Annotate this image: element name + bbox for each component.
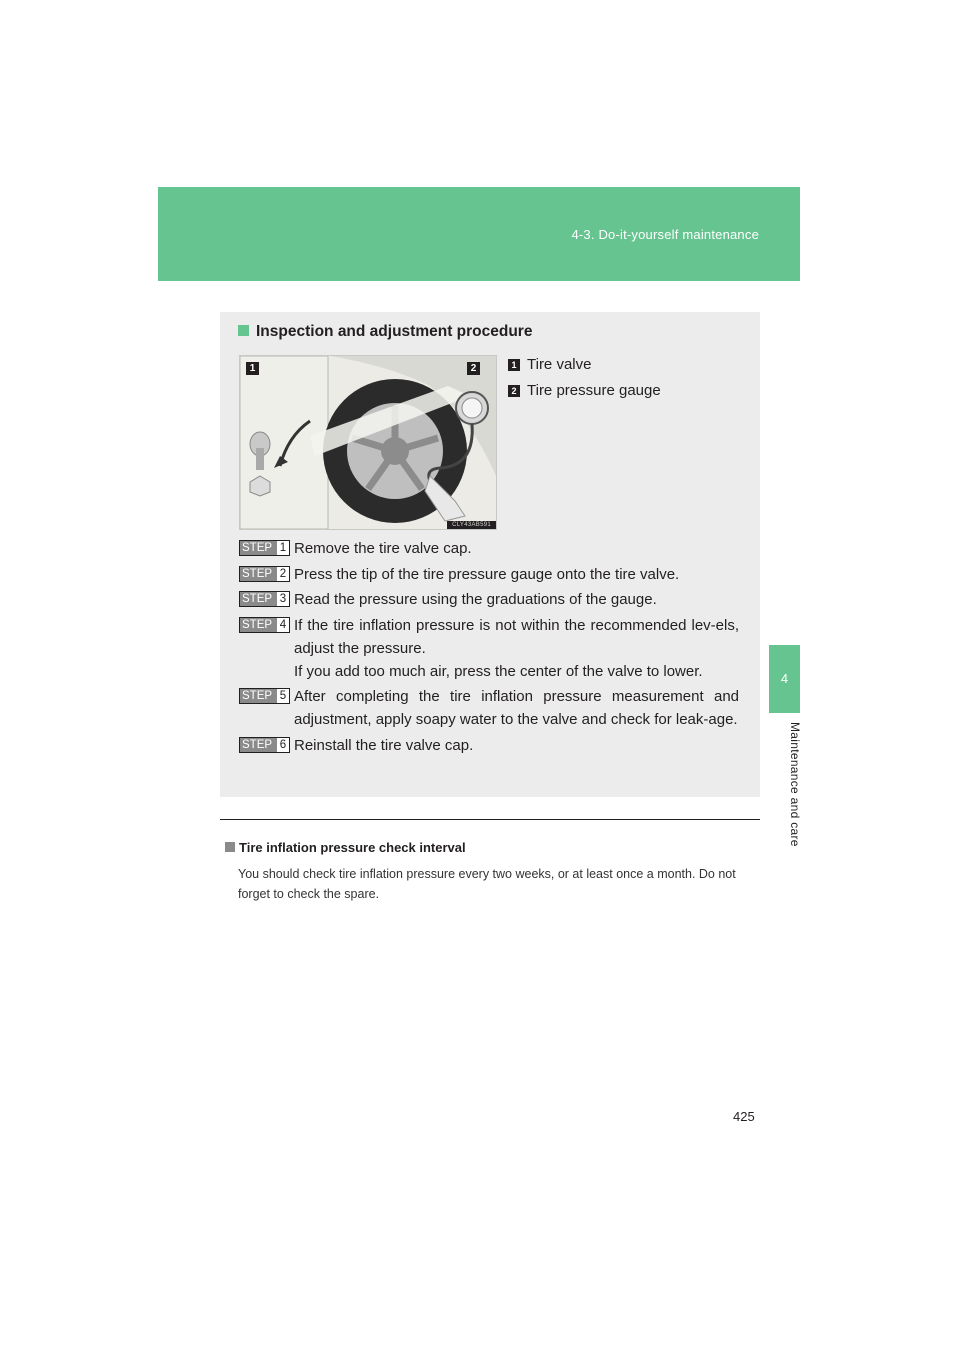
section-title: 4-3. Do-it-yourself maintenance [571,227,759,242]
step-text: After completing the tire inflation pressure measurement and adjustment, apply soapy water to the valve and check for leak-age. [294,688,739,729]
figure-code: CLY43AB591 [447,521,496,529]
step-item [239,563,739,586]
procedure-heading: Inspection and adjustment procedure [238,323,532,341]
tire-gauge-illustration [239,355,497,530]
step-badge: STEP 3 [239,591,290,607]
callout-number: 2 [508,385,520,397]
callout-item [508,378,661,404]
step-text: Remove the tire valve cap. [294,540,472,557]
note-heading: Tire inflation pressure check interval [225,840,466,855]
figure-badge-1: 1 [246,362,259,375]
note-body: You should check tire inflation pressure every two weeks, or at least once a month. Do not forget to check the spare. [238,867,736,901]
note-divider [220,819,760,820]
square-bullet-icon [238,325,249,336]
step-item [239,614,739,683]
step-badge: STEP 4 [239,617,290,633]
step-list [239,537,739,760]
callout-text: Tire pressure gauge [527,382,661,399]
step-extra-text: If you add too much air, press the center of the valve to lower. [294,662,703,680]
procedure-panel [220,312,760,797]
step-item [239,685,739,731]
step-item [239,537,739,560]
page-number: 425 [733,1109,755,1124]
step-badge: STEP 1 [239,540,290,556]
callout-item [508,352,661,378]
step-text: Press the tip of the tire pressure gauge onto the tire valve. [294,565,680,583]
step-text: If the tire inflation pressure is not within the recommended lev-els, adjust the pressure. If you add too much air, press the center of the valve to lower. [294,616,739,680]
step-badge: STEP 6 [239,737,290,753]
step-item [239,588,739,611]
callout-list [508,352,661,404]
step-badge: STEP 5 [239,688,290,704]
tire-illustration-svg [240,356,496,529]
step-badge: STEP 2 [239,566,290,582]
step-text: Reinstall the tire valve cap. [294,736,474,754]
step-text: Read the pressure using the graduations of the gauge. [294,591,657,609]
figure-badge-2: 2 [467,362,480,375]
callout-text: Tire valve [527,356,592,373]
header-band [158,187,800,281]
square-bullet-icon [225,842,235,852]
chapter-label: Maintenance and care [788,722,802,847]
step-item [239,734,739,757]
chapter-tab: 4 [769,645,800,713]
callout-number: 1 [508,359,520,371]
